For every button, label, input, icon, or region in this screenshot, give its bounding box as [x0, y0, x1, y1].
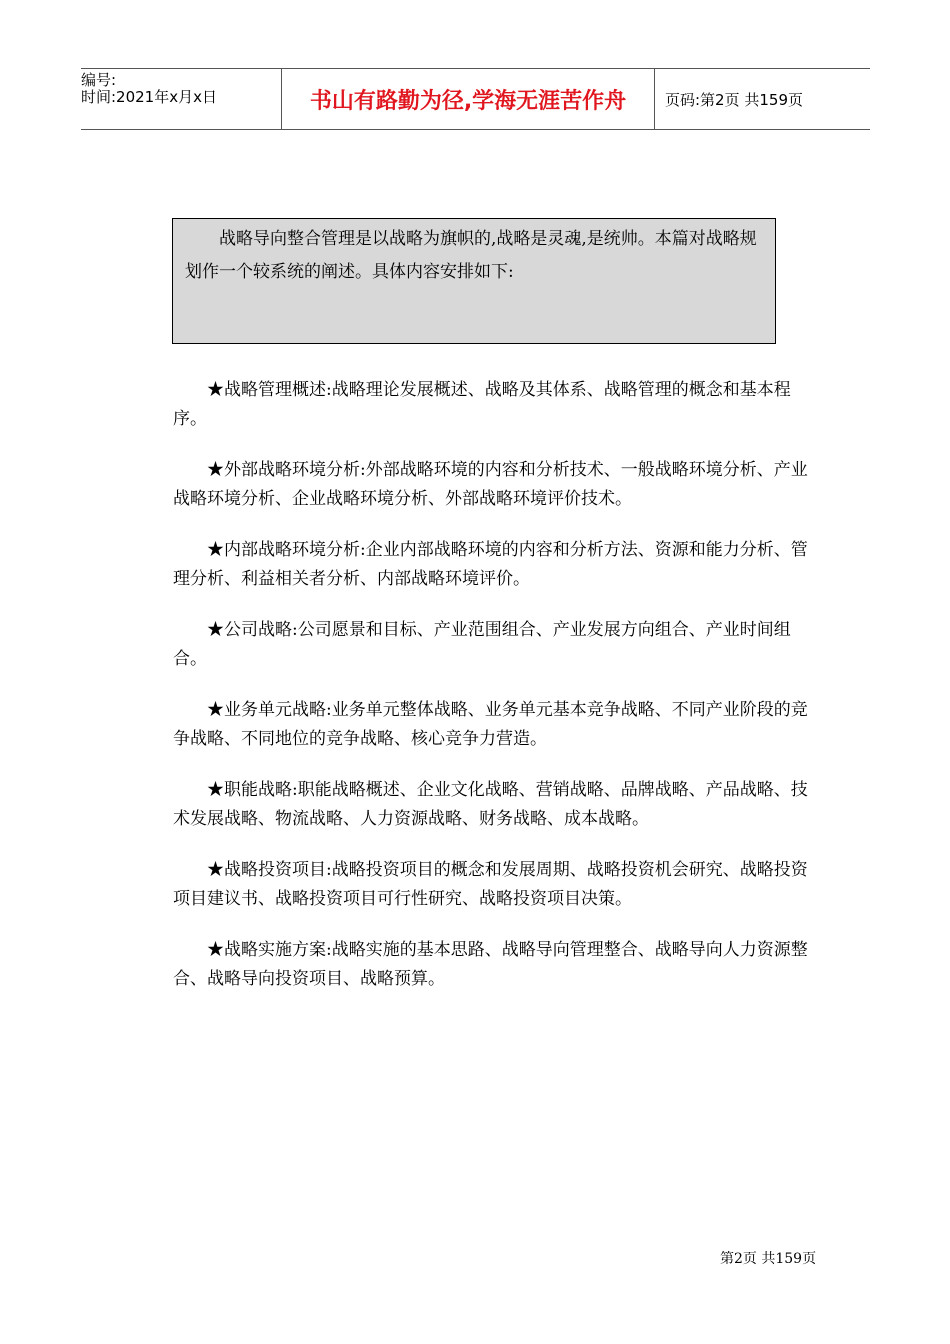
- page-footer: 第2页 共159页: [720, 1251, 817, 1267]
- item-list: [173, 376, 809, 1016]
- header-page-info: 页码:第2页 共159页: [665, 90, 803, 109]
- motto: 书山有路勤为径,学海无涯苦作舟: [309, 88, 627, 114]
- list-item: ★战略实施方案:战略实施的基本思路、战略导向管理整合、战略导向人力资源整合、战略导向投资项目、战略预算。: [173, 940, 808, 989]
- list-item: ★业务单元战略:业务单元整体战略、业务单元基本竞争战略、不同产业阶段的竞争战略、不同地位的竞争战略、核心竞争力营造。: [173, 700, 808, 749]
- list-item: ★职能战略:职能战略概述、企业文化战略、营销战略、品牌战略、产品战略、技术发展战略、物流战略、人力资源战略、财务战略、成本战略。: [173, 780, 808, 829]
- header-motto-cell: [282, 69, 655, 129]
- time-label: 时间:2021年x月x日: [81, 88, 217, 106]
- header-meta: [81, 69, 282, 129]
- intro-box: [172, 218, 776, 344]
- page-header: [81, 68, 870, 130]
- list-item: ★外部战略环境分析:外部战略环境的内容和分析技术、一般战略环境分析、产业战略环境分析、企业战略环境分析、外部战略环境评价技术。: [173, 460, 808, 509]
- list-item: ★公司战略:公司愿景和目标、产业范围组合、产业发展方向组合、产业时间组合。: [173, 620, 791, 669]
- number-label: 编号:: [81, 71, 117, 89]
- intro-text: 战略导向整合管理是以战略为旗帜的,战略是灵魂,是统帅。本篇对战略规划作一个较系统的阐述。具体内容安排如下:: [185, 229, 757, 282]
- list-item: ★内部战略环境分析:企业内部战略环境的内容和分析方法、资源和能力分析、管理分析、利益相关者分析、内部战略环境评价。: [173, 540, 808, 589]
- list-item: ★战略管理概述:战略理论发展概述、战略及其体系、战略管理的概念和基本程序。: [173, 380, 791, 429]
- list-item: ★战略投资项目:战略投资项目的概念和发展周期、战略投资机会研究、战略投资项目建议书、战略投资项目可行性研究、战略投资项目决策。: [173, 860, 808, 909]
